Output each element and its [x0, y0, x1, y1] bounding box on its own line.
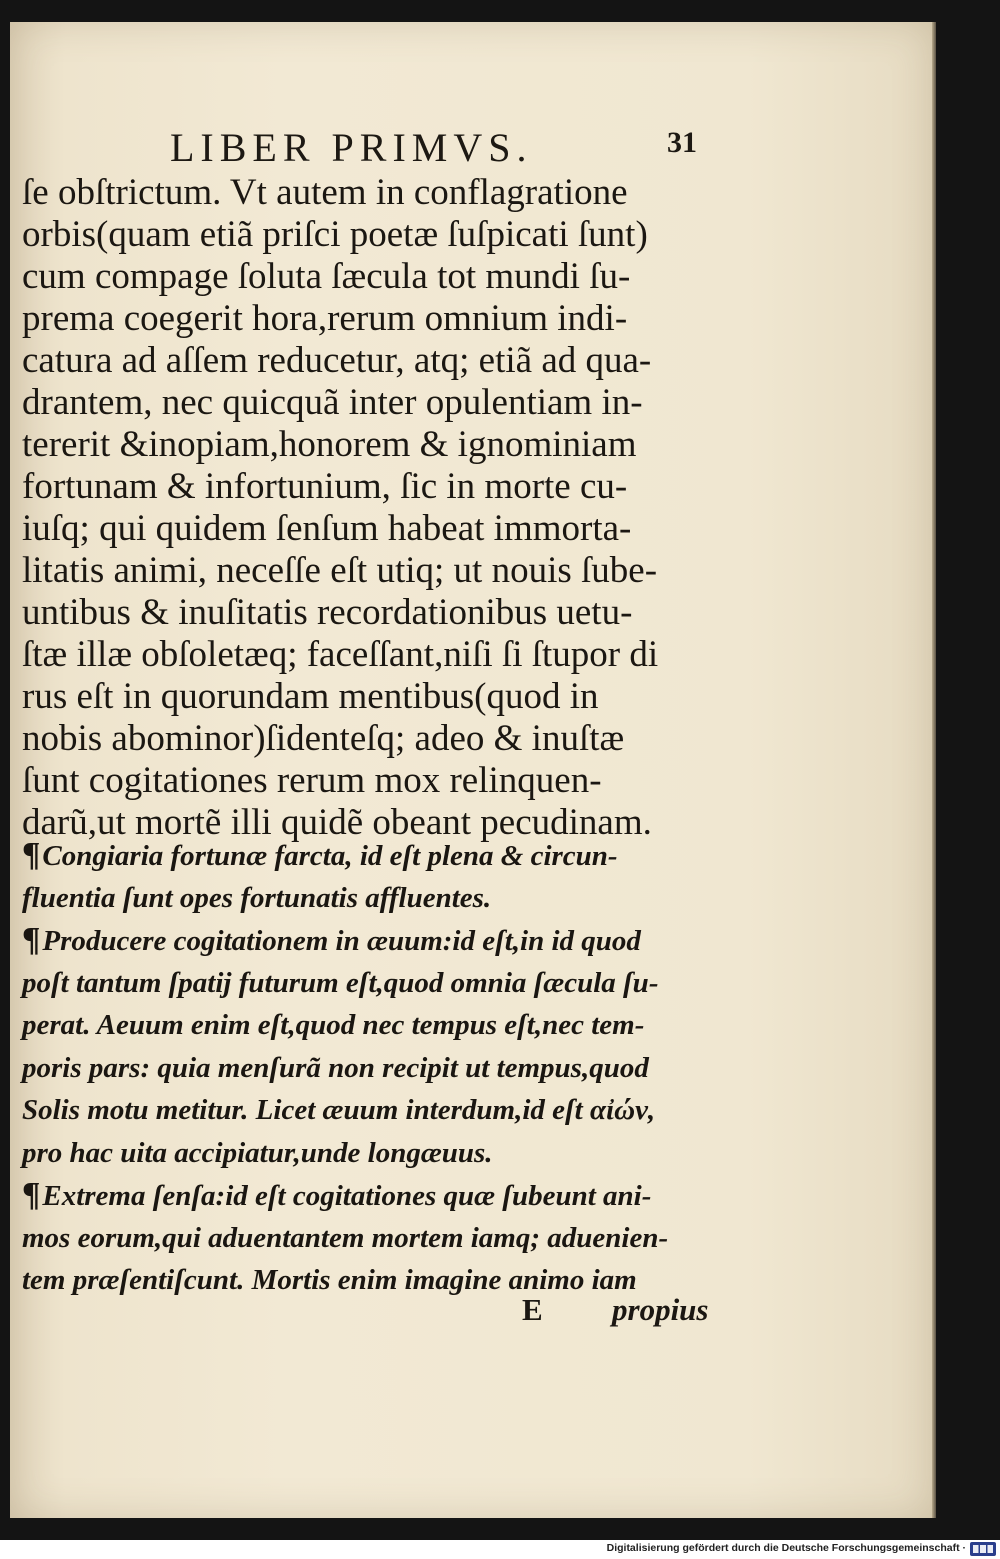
- text-line: untibus & inuſitatis recordationibus uetu-: [22, 592, 633, 633]
- text-line: rus eſt in quorundam mentibus(quod in: [22, 676, 599, 717]
- catchword: propius: [612, 1292, 709, 1327]
- annotations-block: [22, 834, 742, 1302]
- annotation-line: [22, 1217, 742, 1260]
- annotation-text: Congiaria fortunæ farcta, id eſt plena & circun-: [42, 840, 618, 872]
- annotation-line: [22, 1004, 742, 1047]
- pilcrow-icon: ¶: [22, 921, 41, 958]
- annotation-text: Producere cogitationem in æuum:id eſt,in id quod: [42, 925, 641, 957]
- folio-number: 31: [667, 126, 697, 159]
- page-edge: [932, 22, 936, 1518]
- dfg-logo-icon: [970, 1542, 996, 1556]
- pilcrow-icon: ¶: [22, 836, 41, 873]
- annotation-line: [22, 834, 742, 877]
- annotation-text: poſt tantum ſpatij futurum eſt,quod omnia ſæcula ſu-: [22, 966, 659, 999]
- annotation-text: poris pars: quia menſurã non recipit ut tempus,quod: [22, 1051, 649, 1084]
- main-text-block: [22, 172, 742, 844]
- text-line: catura ad aſſem reducetur, atq; etiã ad qua-: [22, 340, 652, 381]
- annotation-text: fluentia ſunt opes fortunatis affluentes.: [22, 881, 492, 914]
- annotation-line: [22, 1132, 742, 1175]
- annotation-text: Extrema ſenſa:id eſt cogitationes quæ ſubeunt ani-: [42, 1180, 652, 1212]
- text-line: ſtæ illæ obſoletæq; faceſſant,niſi ſi ſtupor di: [22, 634, 659, 675]
- text-line: tererit &inopiam,honorem & ignominiam: [22, 424, 637, 465]
- text-line: ſe obſtrictum. Vt autem in conflagratione: [22, 172, 628, 213]
- running-head: [0, 108, 1000, 168]
- running-title: LIBER PRIMVS.: [170, 125, 533, 170]
- signature-mark: E: [522, 1292, 543, 1327]
- text-line: orbis(quam etiã priſci poetæ ſuſpicati ſunt): [22, 214, 648, 255]
- annotation-line: [22, 962, 742, 1005]
- annotation-text: mos eorum,qui aduentantem mortem iamq; aduenien-: [22, 1221, 669, 1254]
- annotation-line: [22, 919, 742, 962]
- annotation-text: perat. Aeuum enim eſt,quod nec tempus eſt,nec tem-: [22, 1009, 645, 1041]
- annotation-text: tem præſentiſcunt. Mortis enim imagine animo iam: [22, 1264, 637, 1296]
- text-line: cum compage ſoluta ſæcula tot mundi ſu-: [22, 256, 631, 297]
- text-line: litatis animi, neceſſe eſt utiq; ut nouis ſube-: [22, 550, 658, 591]
- annotation-line: [22, 1174, 742, 1217]
- text-line: ſunt cogitationes rerum mox relinquen-: [22, 760, 602, 801]
- text-line: fortunam & infortunium, ſic in morte cu-: [22, 466, 628, 507]
- text-line: drantem, nec quicquã inter opulentiam in-: [22, 382, 643, 423]
- funding-credit: Digitalisierung gefördert durch die Deutsche Forschungsgemeinschaft ·: [606, 1542, 966, 1554]
- text-line: iuſq; qui quidem ſenſum habeat immorta-: [22, 508, 632, 549]
- text-line: darũ,ut mortẽ illi quidẽ obeant pecudinam.: [22, 802, 652, 843]
- pilcrow-icon: ¶: [22, 1176, 41, 1213]
- text-line: nobis abominor)ſidenteſq; adeo & inuſtæ: [22, 718, 625, 759]
- text-line: prema coegerit hora,rerum omnium indi-: [22, 298, 628, 339]
- annotation-line: [22, 1047, 742, 1090]
- annotation-line: [22, 1089, 742, 1132]
- annotation-text: Solis motu metitur. Licet æuum interdum,id eſt αἰών,: [22, 1094, 656, 1126]
- annotation-line: [22, 877, 742, 920]
- digitization-footer: [0, 1540, 1000, 1559]
- annotation-text: pro hac uita accipiatur,unde longæuus.: [22, 1136, 493, 1169]
